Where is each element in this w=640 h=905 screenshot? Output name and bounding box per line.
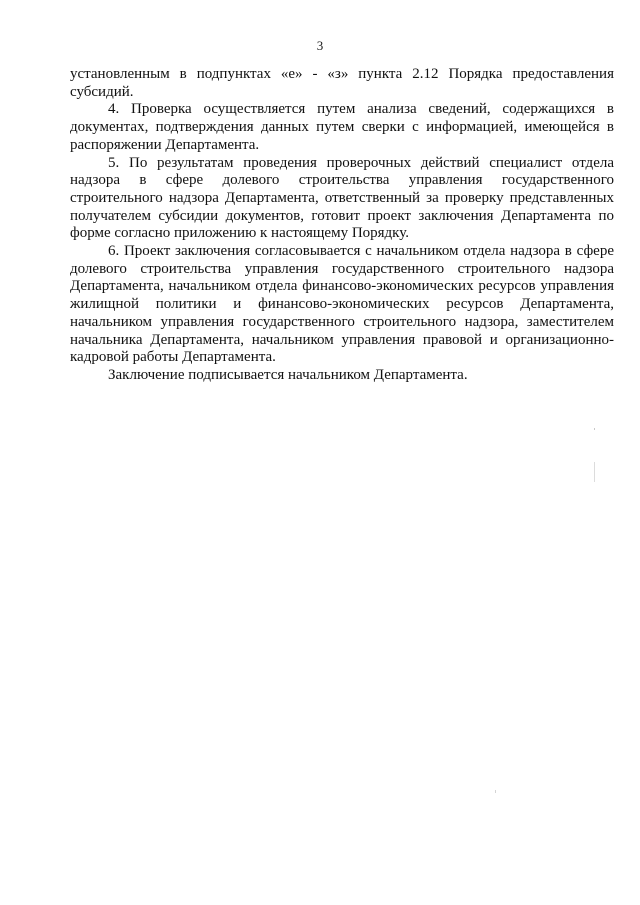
page-number: 3: [316, 38, 324, 53]
scan-speck: [495, 790, 496, 793]
paragraph-continuation: установленным в подпунктах «е» - «з» пункта 2.12 Порядка предоставления субсидий.: [70, 66, 614, 100]
paragraph-item-6: 6. Проект заключения согласовывается с начальником отдела надзора в сфере долевого строительства управления государственного строительного надзора Департамента, начальником отдела финансово-экономических ресурсов управления жилищной политики и финансово-экономических ресурсов Департамента, начальником управления государственного строительного надзора, заместителем начальника Департамента, начальником управления правовой и организационно-кадровой работы Департамента.: [70, 243, 614, 366]
paragraph-item-5: 5. По результатам проведения проверочных действий специалист отдела надзора в сфере долевого строительства управления государственного строительного надзора Департамента, ответственный за проверку представленных получателем субсидии документов, готовит проект заключения Департамента по форме согласно приложению к настоящему Порядку.: [70, 154, 614, 242]
paragraph-item-4: 4. Проверка осуществляется путем анализа сведений, содержащихся в документах, подтверждения данных путем сверки с информацией, имеющейся в распоряжении Департамента.: [70, 101, 614, 153]
scan-speck: [594, 428, 595, 430]
scan-speck: [594, 462, 595, 482]
paragraph-signature-note: Заключение подписывается начальником Департамента.: [108, 366, 468, 383]
document-body: [70, 66, 614, 385]
